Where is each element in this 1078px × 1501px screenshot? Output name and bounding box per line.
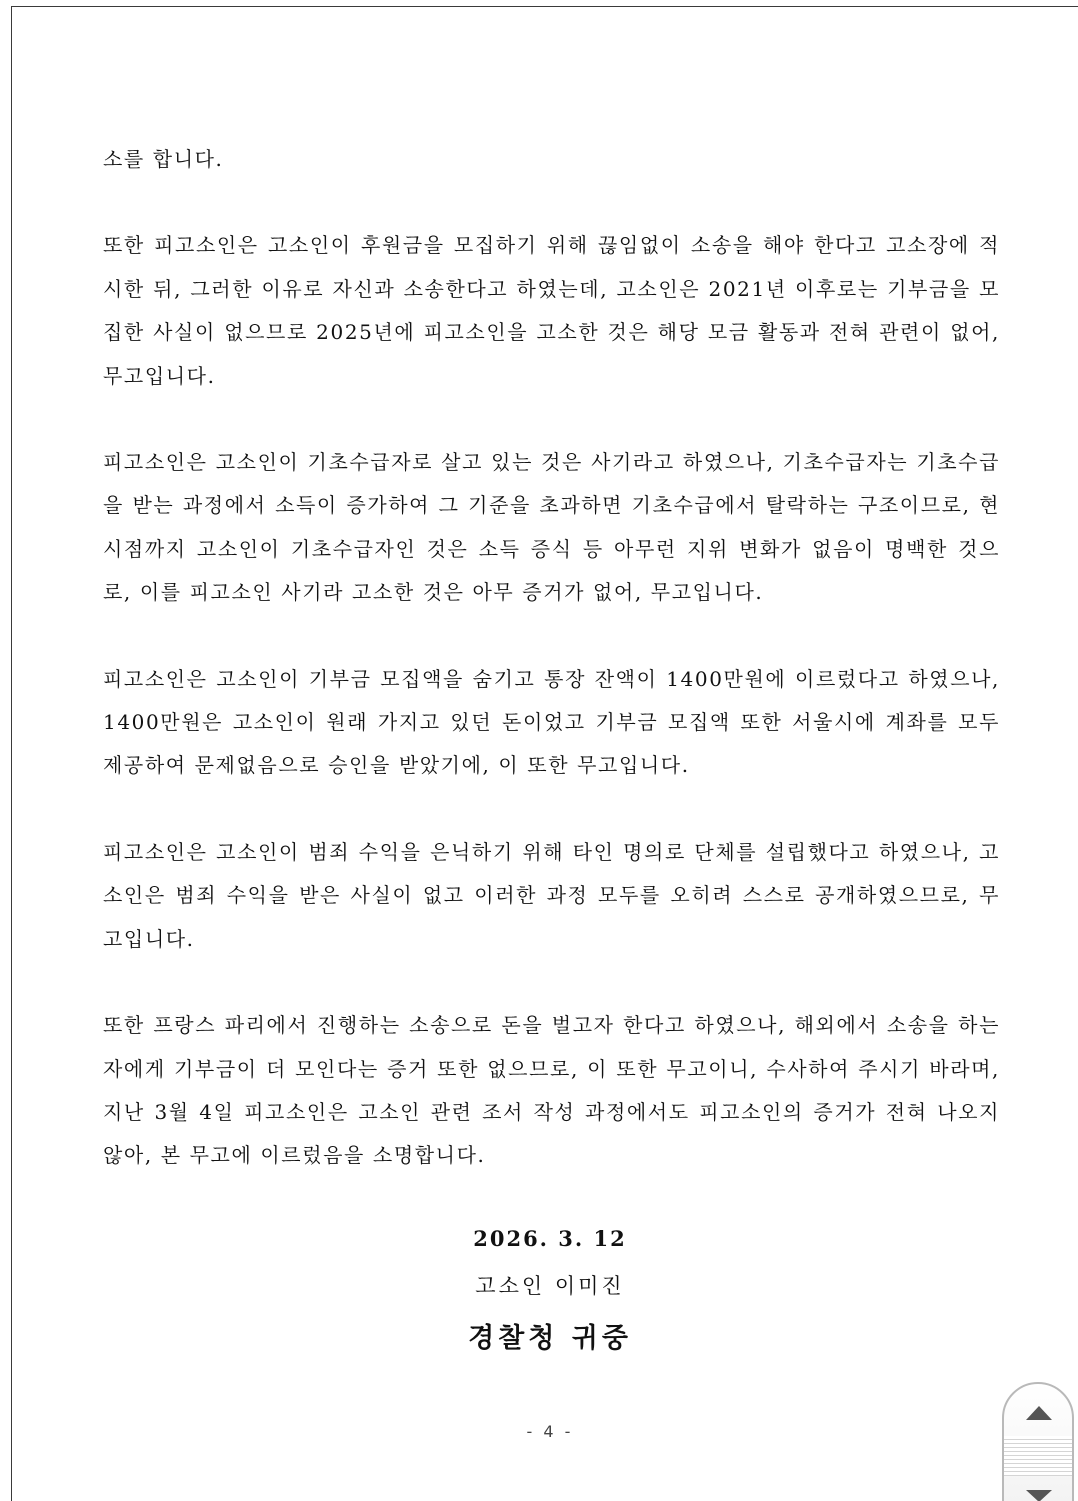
paragraph-criminal-proceeds: 피고소인은 고소인이 범죄 수익을 은닉하기 위해 타인 명의로 단체를 설립했다고 하였으나, 고소인은 범죄 수익을 받은 사실이 없고 이러한 과정 모두를 오히려 스스로 공개하였으므로, 무고입니다. <box>103 839 1000 951</box>
document-date: 2026. 3. 12 <box>473 1226 627 1251</box>
recipient: 경찰청 귀중 <box>468 1323 632 1354</box>
paragraph-donation-claim: 또한 피고소인은 고소인이 후원금을 모집하기 위해 끊임없이 소송을 해야 한다고 고소장에 적시한 뒤, 그러한 이유로 자신과 소송한다고 하였는데, 고소인은 2021년 이후로는 기부금을 모집한 사실이 없으므로 2025년에 피고소인을 고소한 것은 해당 모금 활동과 전혀 관련이 없어, 무고입니다. <box>103 233 1000 388</box>
paragraph-basic-livelihood: 피고소인은 고소인이 기초수급자로 살고 있는 것은 사기라고 하였으나, 기초수급자는 기초수급을 받는 과정에서 소득이 증가하여 그 기준을 초과하면 기초수급에서 탈락하는 구조이므로, 현 시점까지 고소인이 기초수급자인 것은 소득 증식 등 아무런 지위 변화가 없음이 명백한 것으로, 이를 피고소인 사기라 고소한 것은 아무 증거가 없어, 무고입니다. <box>103 450 1000 605</box>
paragraph-paris-lawsuit: 또한 프랑스 파리에서 진행하는 소송으로 돈을 벌고자 한다고 하였으나, 해외에서 소송을 하는 자에게 기부금이 더 모인다는 증거 또한 없으므로, 이 또한 무고이니, 수사하여 주시기 바라며, 지난 3월 4일 피고소인은 고소인 관련 조서 작성 과정에서도 피고소인의 증거가 전혀 나오지 않아, 본 무고에 이르렀음을 소명합니다. <box>103 1013 1000 1168</box>
triangle-down-icon[interactable] <box>1026 1490 1052 1501</box>
complainant-name: 고소인 이미진 <box>475 1274 625 1298</box>
triangle-up-icon[interactable] <box>1026 1406 1052 1420</box>
scroll-control[interactable] <box>1002 1382 1074 1501</box>
paragraph-continuation: 소를 합니다. <box>103 147 224 171</box>
page-number: - 4 - <box>526 1422 574 1441</box>
document-body <box>103 138 1000 1221</box>
paragraph-account-balance: 피고소인은 고소인이 기부금 모집액을 숨기고 통장 잔액이 1400만원에 이르렀다고 하였으나, 1400만원은 고소인이 원래 가지고 있던 돈이었고 기부금 모집액 또한 서울시에 계좌를 모두 제공하여 문제없음으로 승인을 받았기에, 이 또한 무고입니다. <box>103 666 1000 778</box>
scroll-grip[interactable] <box>1004 1436 1072 1476</box>
